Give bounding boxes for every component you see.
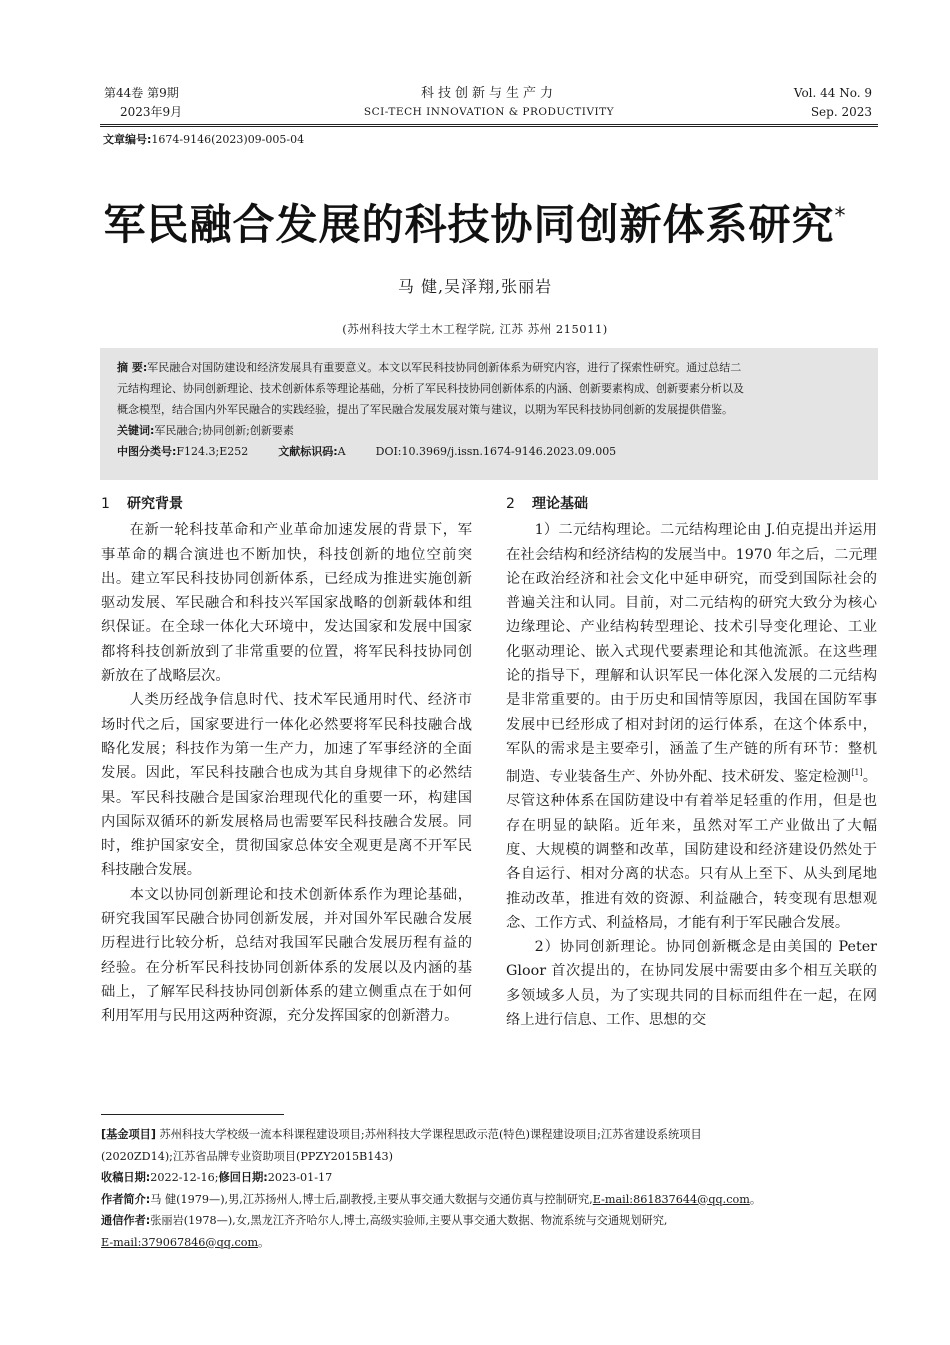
section-2-heading [506, 494, 877, 518]
title-footnote-mark: * [834, 204, 847, 229]
running-header [100, 80, 878, 126]
corresponding-author-label: 通信作者: [101, 1214, 151, 1227]
author-list: 马 健,吴泽翔,张丽岩 [397, 277, 553, 296]
classification-line [117, 441, 866, 462]
dates-line [101, 1167, 881, 1189]
author-bio-text: 马 健(1979—),男,江苏扬州人,博士后,副教授,主要从事交通大数据与交通仿真与控制研究, [150, 1192, 593, 1206]
corresponding-email-link[interactable]: E-mail:379067846@qq.com [101, 1235, 259, 1249]
doc-code-value: A [337, 445, 346, 458]
keywords [117, 420, 866, 441]
revised-date: 2023-01-17 [267, 1171, 333, 1184]
section-2-paragraph-2: 2）协同创新理论。协同创新概念是由美国的 Peter Gloor 首次提出的，在协同发展中需要由多个相互关联的多领域多人员，为了实现共同的目标而组件在一起，在网络上进行信息、工作、思想的交 [506, 939, 877, 1028]
section-2-paragraph-1-tail: 。尽管这种体系在国防建设中有着举足轻重的作用，但是也存在明显的缺陷。近年来，虽然对军工产业做出了大幅度、大规模的调整和改革，国防建设和经济建设仍然处于各自运行、相对分离的状态。只有从上至下、从头到尾地推动改革，推进有效的资源、利益融合，转变现有思想观念、工作方式、利益格局，才能有利于军民融合发展。 [506, 769, 878, 931]
journal-name-cn: 科技创新与生产力 [420, 86, 557, 101]
footnote-rule [101, 1114, 284, 1115]
section-2-number: 2 [506, 496, 515, 512]
section-1-title: 研究背景 [127, 496, 183, 512]
issue-date-cn: 2023年9月 [120, 105, 183, 119]
author-email-link[interactable]: E-mail:861837644@qq.com [592, 1192, 750, 1206]
author-bio [101, 1189, 881, 1211]
corresponding-author [101, 1210, 881, 1232]
header-right [794, 84, 872, 122]
section-2-paragraph-1-text: 1）二元结构理论。二元结构理论由 J.伯克提出并运用在社会结构和经济结构的发展当中。1970 年之后，二元理论在政治经济和社会文化中延申研究，而受到国际社会的普遍关注和认同。目前，对二元结构的研究大致分为核心边缘理论、产业结构转型理论、技术引导变化理论、工业化驱动理论、嵌入式现代要素理论和其他流派。在这些理论的指导下，理解和认识军民一体化深入发展的二元结构是非常重要的。由于历史和国情等原因，我国在国防军事发展中已经形成了相对封闭的运行体系，在这个体系中，军队的需求是主要牵引，涵盖了生产链的所有环节：整机制造、专业装备生产、外协外配、技术研发、鉴定检测 [506, 522, 877, 786]
header-rule-thick [100, 124, 878, 125]
abstract-text: 军民融合对国防建设和经济发展具有重要意义。本文以军民科技协同创新体系为研究内容，进行了探索性研究。通过总结二 [147, 361, 742, 374]
revised-label: 修回日期: [218, 1171, 268, 1184]
issue-date-en: Sep. 2023 [810, 105, 872, 119]
affiliation: (苏州科技大学土木工程学院, 江苏 苏州 215011) [342, 322, 608, 336]
journal-name-en: SCI-TECH INNOVATION & PRODUCTIVITY [363, 106, 615, 118]
corresponding-author-email-line [101, 1232, 881, 1254]
corresponding-author-text: 张丽岩(1978—),女,黑龙江齐齐哈尔人,博士,高级实验师,主要从事交通大数据、物流系统与交通规划研究, [150, 1214, 668, 1227]
citation-ref-1[interactable]: [1] [851, 768, 863, 778]
received-date: 2022-12-16; [150, 1171, 219, 1184]
article-number-value: 1674-9146(2023)09-005-04 [151, 133, 305, 146]
abstract-line-3: 概念模型，结合国内外军民融合的实践经验，提出了军民融合发展发展对策与建议，以期为军民科技协同创新的发展提供借鉴。 [117, 403, 733, 416]
section-1-number: 1 [101, 496, 110, 512]
volume-issue: 第44卷 第9期 [104, 86, 179, 100]
corresponding-email-end: 。 [258, 1235, 270, 1249]
doc-code-label: 文献标识码: [278, 445, 338, 458]
section-1-heading [101, 494, 472, 518]
paper-title-text: 军民融合发展的科技协同创新体系研究 [103, 200, 835, 249]
fund-line-1 [101, 1124, 881, 1146]
section-1-paragraph-2: 人类历经战争信息时代、技术军民通用时代、经济市场时代之后，国家要进行一体化必然要将军民科技融合战略化发展；科技作为第一生产力，加速了军事经济的全面发展。因此，军民科技融合也成为其自身规律下的必然结果。军民科技融合是国家治理现代化的重要一环，构建国内国际双循环的新发展格局也需要军民科技融合发展。同时，维护国家安全，贯彻国家总体安全观更是离不开军民科技融合发展。 [101, 692, 472, 879]
body-column-left [101, 494, 472, 1029]
header-center [100, 84, 878, 122]
clc-value: F124.3;E252 [176, 445, 249, 458]
author-bio-label: 作者简介: [101, 1192, 151, 1206]
abstract-line-1 [117, 357, 866, 378]
article-number [103, 131, 304, 147]
author-bio-end: 。 [749, 1192, 762, 1206]
section-1-paragraph-3: 本文以协同创新理论和技术创新体系作为理论基础，研究我国军民融合协同创新发展，并对国外军民融合发展历程进行比较分析，总结对我国军民融合发展历程有益的经验。在分析军民科技协同创新体系的发展以及内涵的基础上，了解军民科技协同创新体系的建立侧重点在于如何利用军用与民用这两种资源，充分发挥国家的创新潜力。 [101, 886, 472, 1025]
fund-label: [基金项目] [101, 1128, 156, 1141]
article-number-label: 文章编号: [103, 133, 152, 146]
abstract-box [100, 348, 878, 480]
fund-line-2: (2020ZD14);江苏省品牌专业资助项目(PPZY2015B143) [101, 1149, 394, 1163]
header-rule-thin [100, 126, 878, 127]
abstract-label: 摘 要: [117, 361, 148, 374]
keywords-value: 军民融合;协同创新;创新要素 [154, 424, 294, 437]
paper-title [0, 192, 950, 252]
abstract-line-2: 元结构理论、协同创新理论、技术创新体系等理论基础，分析了军民科技协同创新体系的内涵、创新要素构成、创新要素分析以及 [117, 382, 744, 395]
vol-no-en: Vol. 44 No. 9 [793, 86, 872, 100]
section-2-title: 理论基础 [532, 496, 588, 512]
fund-text-1: 苏州科技大学校级一流本科课程建设项目;苏州科技大学课程思政示范(特色)课程建设项目;江苏省建设系统项目 [159, 1128, 702, 1141]
doi: DOI:10.3969/j.issn.1674-9146.2023.09.005 [375, 445, 617, 458]
body-column-right [506, 494, 877, 1032]
keywords-label: 关键词: [117, 424, 155, 437]
section-1-paragraph-1: 在新一轮科技革命和产业革命加速发展的背景下，军事革命的耦合演进也不断加快，科技创新的地位空前突出。建立军民科技协同创新体系，已经成为推进实施创新驱动发展、军民融合和科技兴军国家战略的创新载体和组织保证。在全球一体化大环境中，发达国家和发展中国家都将科技创新放到了非常重要的位置，将军民科技协同创新放在了战略层次。 [101, 522, 472, 685]
clc-label: 中图分类号: [117, 445, 177, 458]
footnotes [101, 1124, 881, 1253]
received-label: 收稿日期: [101, 1171, 151, 1184]
section-2-paragraph-1 [506, 518, 877, 935]
